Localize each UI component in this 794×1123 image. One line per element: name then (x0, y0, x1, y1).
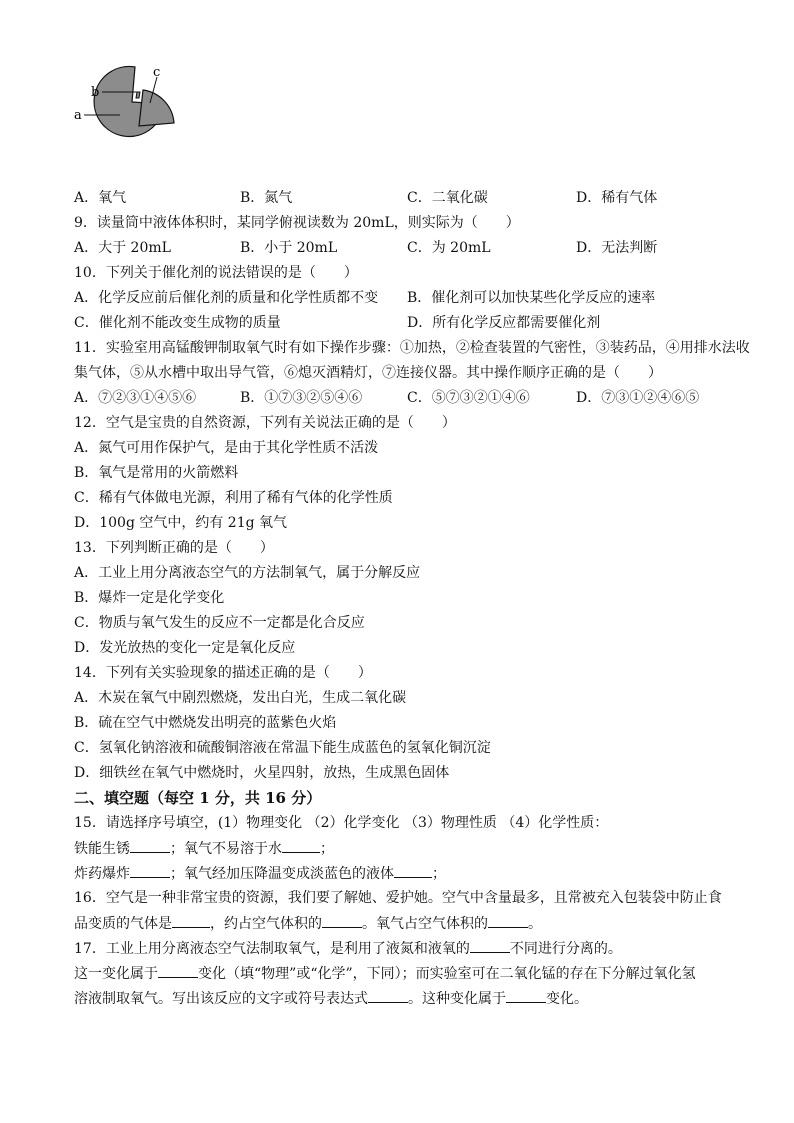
q10-option-d: D．所有化学反应都需要催化剂 (407, 315, 601, 331)
q10-option-a: A．化学反应前后催化剂的质量和化学性质都不变 (74, 290, 379, 306)
pie-slice-c (139, 90, 174, 126)
q10-option-b: B．催化剂可以加快某些化学反应的速率 (407, 290, 656, 306)
q15-text-explosion: 炸药爆炸 (74, 866, 130, 882)
q17-text-d: 变化（填“物理”或“化学”，下同）；而实验室可在二氧化锰的存在下分解过氧化氢 (198, 966, 696, 982)
pie-label-c: c (153, 65, 161, 80)
q15-text-liquid-oxygen: ；氧气经加压降温变成淡蓝色的液体 (170, 866, 394, 882)
q12-option-d: D．100g 空气中，约有 21g 氧气 (74, 515, 288, 531)
q11-option-c: C．⑤⑦③②①④⑥ (407, 390, 530, 406)
q17-text-g: 变化。 (546, 991, 588, 1007)
q17-text-e: 溶液制取氧气。写出该反应的文字或符号表达式 (74, 991, 368, 1007)
q15-line1-end: ； (320, 841, 334, 857)
q17-text-f: 。这种变化属于 (408, 991, 506, 1007)
q9-option-a: A．大于 20mL (74, 240, 171, 256)
q16-text-c: 。氧气占空气体积的 (362, 916, 488, 932)
q13-option-a: A．工业上用分离液态空气的方法制氧气，属于分解反应 (74, 565, 421, 581)
q11-option-a: A．⑦②③①④⑤⑥ (74, 390, 197, 406)
q16-text-a: 品变质的气体是 (74, 916, 172, 932)
q9-option-d: D．无法判断 (576, 240, 658, 256)
q9-option-b: B．小于 20mL (240, 240, 338, 256)
q16-line2 (74, 913, 542, 934)
q14-stem: 14．下列有关实验现象的描述正确的是（ ） (74, 665, 372, 681)
pie-label-b: b (91, 85, 100, 100)
q10-stem: 10．下列关于催化剂的说法错误的是（ ） (74, 265, 358, 281)
q10-option-c: C．催化剂不能改变生成物的质量 (74, 315, 281, 331)
q16-text-d: 。 (528, 916, 542, 932)
q12-option-a: A．氮气可用作保护气，是由于其化学性质不活泼 (74, 440, 379, 456)
q12-stem: 12．空气是宝贵的自然资源，下列有关说法正确的是（ ） (74, 415, 456, 431)
q13-option-c: C．物质与氧气发生的反应不一定都是化合反应 (74, 615, 365, 631)
q11-option-d: D．⑦③①②④⑥⑤ (576, 390, 700, 406)
q15-line2 (74, 863, 446, 884)
q14-option-b: B．硫在空气中燃烧发出明亮的蓝紫色火焰 (74, 715, 337, 731)
q14-option-a: A．木炭在氧气中剧烈燃烧，发出白光，生成二氧化碳 (74, 690, 407, 706)
q9-stem: 9．读量筒中液体体积时，某同学俯视读数为 20mL，则实际为（ ） (74, 215, 520, 231)
q16-blank-2[interactable] (322, 913, 362, 928)
q17-blank-4[interactable] (506, 988, 546, 1003)
q17-blank-3[interactable] (368, 988, 408, 1003)
q12-option-b: B．氧气是常用的火箭燃料 (74, 465, 239, 481)
q16-line1: 16．空气是一种非常宝贵的资源，我们要了解她、爱护她。空气中含量最多，且常被充入包装袋中防止食 (74, 890, 722, 906)
q15-blank-4[interactable] (394, 863, 432, 878)
q14-option-c: C．氢氧化钠溶液和硫酸铜溶液在常温下能生成蓝色的氢氧化铜沉淀 (74, 740, 491, 756)
q15-line2-end: ； (432, 866, 446, 882)
q8-option-b: B．氮气 (240, 190, 293, 206)
q17-blank-1[interactable] (470, 938, 510, 953)
q15-blank-1[interactable] (130, 838, 170, 853)
q17-text-b: 不同进行分离的。 (509, 941, 622, 957)
q8-option-c: C．二氧化碳 (407, 190, 488, 206)
q16-blank-1[interactable] (172, 913, 210, 928)
q17-text-a: 17．工业上用分离液态空气法制取氧气，是利用了液氮和液氧的 (74, 941, 470, 957)
q8-option-a: A．氧气 (74, 190, 127, 206)
q17-line1 (74, 938, 622, 959)
q16-blank-3[interactable] (488, 913, 528, 928)
q15-blank-3[interactable] (130, 863, 170, 878)
q13-option-b: B．爆炸一定是化学变化 (74, 590, 225, 606)
q13-stem: 13．下列判断正确的是（ ） (74, 540, 274, 556)
q14-option-d: D．细铁丝在氧气中燃烧时，火星四射，放热，生成黑色固体 (74, 765, 450, 781)
q15-blank-2[interactable] (282, 838, 320, 853)
q17-line2 (74, 963, 696, 984)
q13-option-d: D．发光放热的变化一定是氧化反应 (74, 640, 296, 656)
q15-line1 (74, 838, 334, 859)
q11-stem-line2: 集气体，⑤从水槽中取出导气管，⑥熄灭酒精灯，⑦连接仪器。其中操作顺序正确的是（ ） (74, 365, 662, 381)
q15-text-rust: 铁能生锈 (74, 841, 130, 857)
section-2-heading: 二、填空题（每空 1 分，共 16 分） (74, 789, 322, 807)
q8-option-d: D．稀有气体 (576, 190, 658, 206)
q11-option-b: B．①⑦③②⑤④⑥ (240, 390, 363, 406)
q17-text-c: 这一变化属于 (74, 966, 158, 982)
pie-label-a: a (74, 108, 82, 123)
air-composition-pie-chart (64, 62, 194, 182)
q15-text-oxygen-solubility: ；氧气不易溶于水 (170, 841, 282, 857)
q17-blank-2[interactable] (158, 963, 198, 978)
q15-stem: 15．请选择序号填空，(1）物理变化 （2）化学变化 （3）物理性质 （4）化学性质： (74, 815, 609, 831)
q9-option-c: C．为 20mL (407, 240, 491, 256)
q17-line3 (74, 988, 588, 1009)
q12-option-c: C．稀有气体做电光源，利用了稀有气体的化学性质 (74, 490, 393, 506)
q16-text-b: ，约占空气体积的 (210, 916, 322, 932)
pie-slice-b (136, 92, 140, 98)
q11-stem-line1: 11．实验室用高锰酸钾制取氧气时有如下操作步骤：①加热，②检查装置的气密性，③装药品，④用排水法收 (74, 340, 750, 356)
